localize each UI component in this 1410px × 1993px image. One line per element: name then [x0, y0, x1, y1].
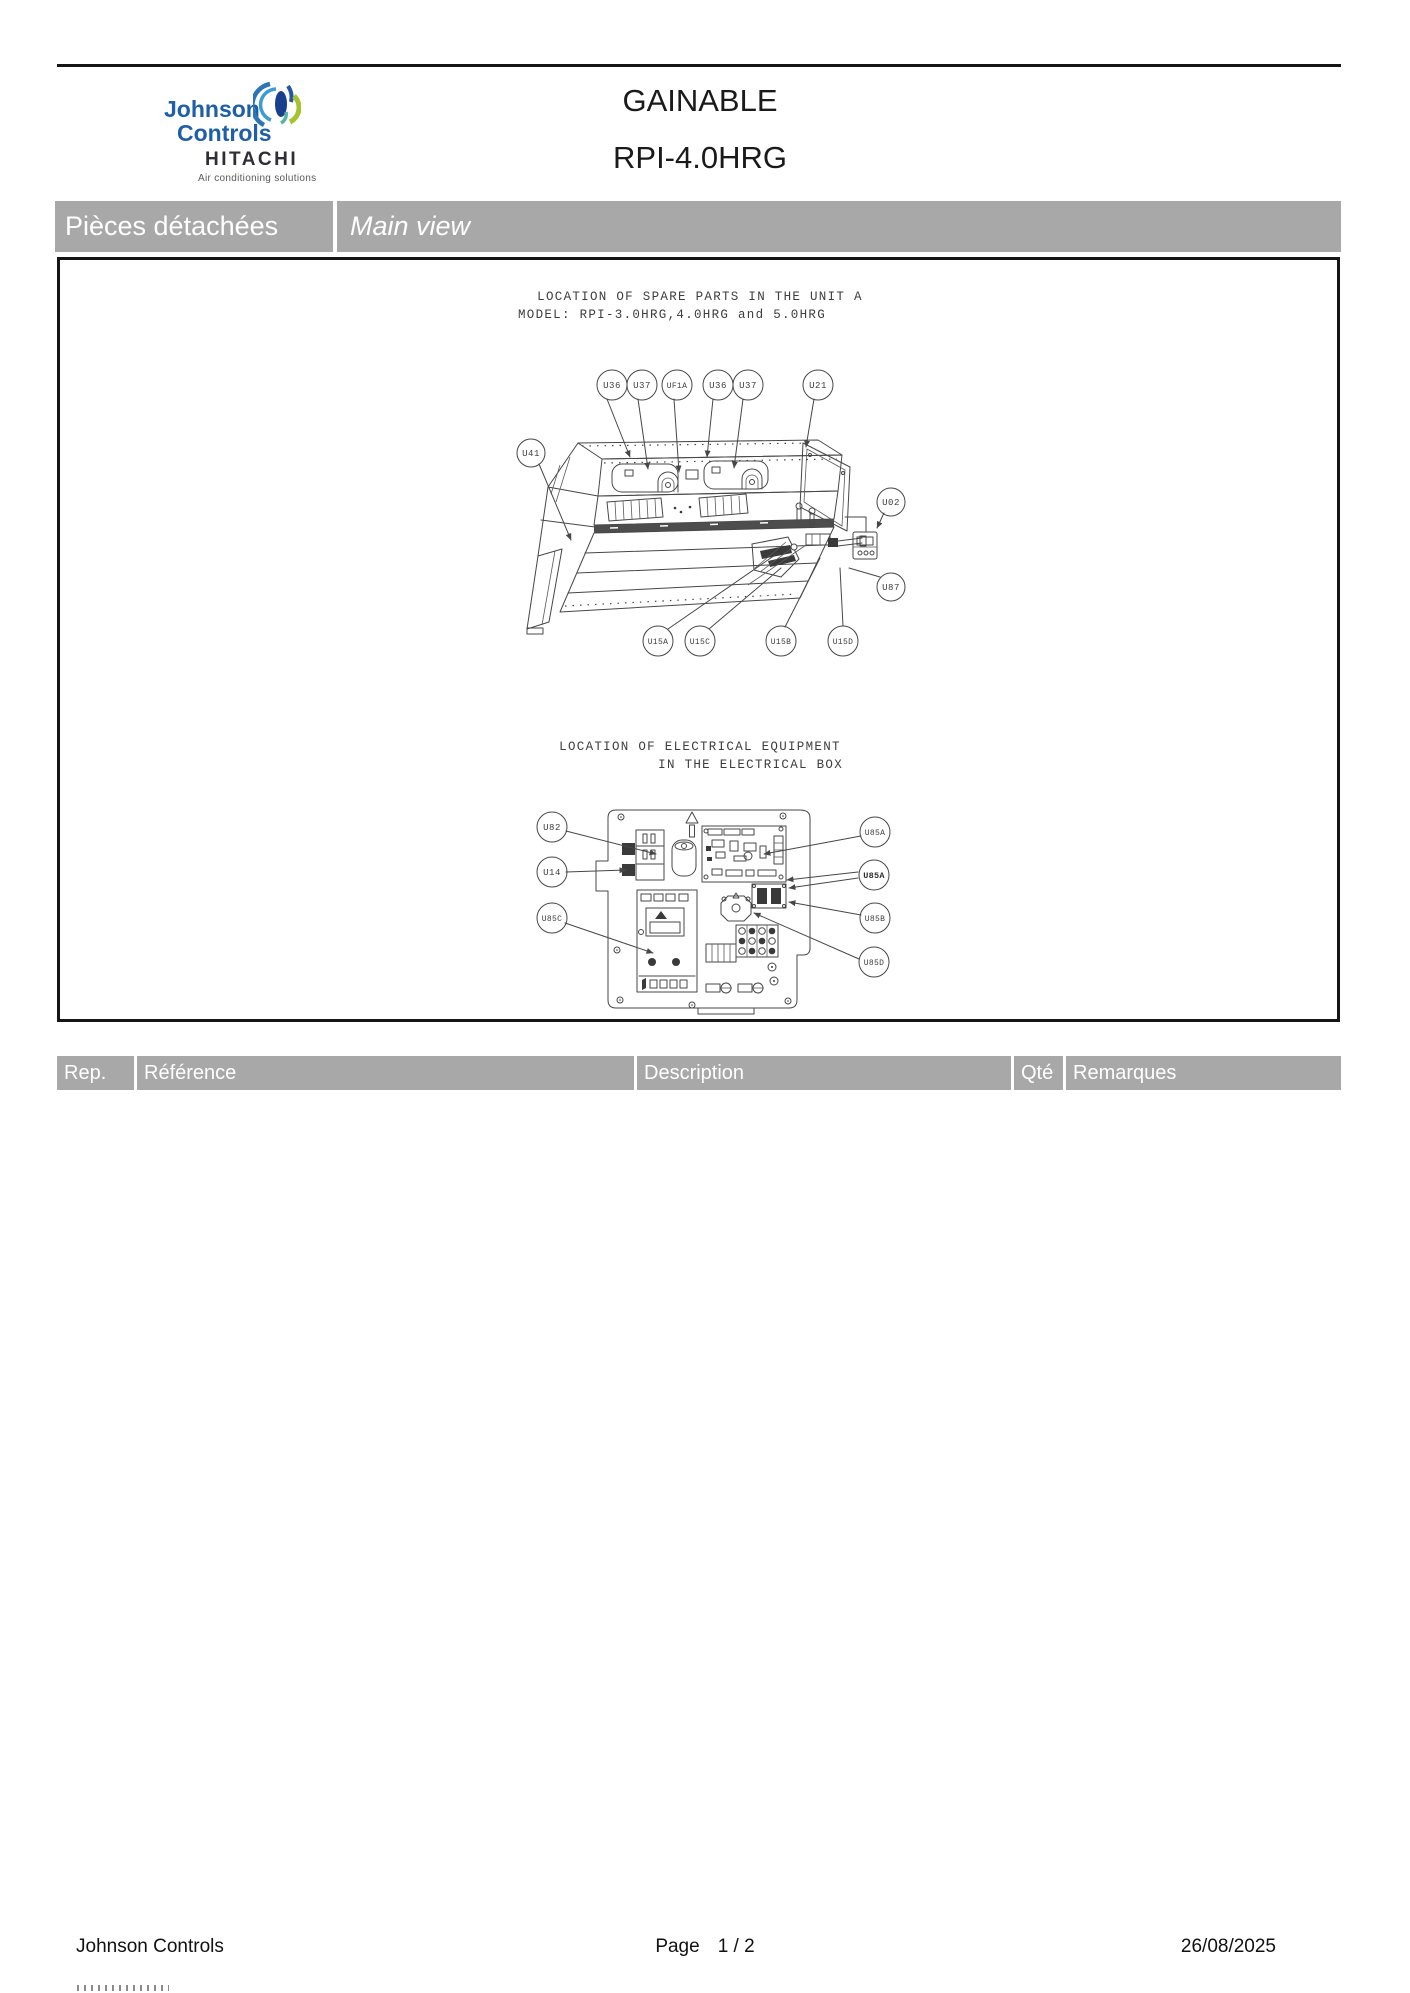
callout-u15d [828, 626, 858, 656]
diagram-frame [57, 257, 1340, 1022]
hitachi-tagline: Air conditioning solutions [198, 173, 317, 184]
transformer-drawing [622, 830, 664, 880]
section-bar-left-label: Pièces détachées [65, 211, 279, 241]
page-subtitle: RPI-4.0HRG [613, 140, 787, 175]
callout-u21 [803, 370, 833, 400]
callout-u85b [860, 903, 890, 933]
electrical-leader-lines [565, 831, 861, 959]
footer-page-label: Page [655, 1936, 700, 1957]
callout-u36-1 [597, 370, 627, 400]
svg-text:UF1A: UF1A [666, 382, 688, 391]
svg-text:U37: U37 [633, 381, 651, 391]
column-header-remarks: Remarques [1066, 1056, 1341, 1090]
callout-u41 [517, 439, 545, 467]
svg-text:U85A: U85A [863, 871, 885, 881]
technical-drawing [60, 260, 1337, 1019]
svg-text:U85A: U85A [864, 829, 886, 838]
svg-text:U87: U87 [882, 583, 900, 593]
footer-page-value: 1 / 2 [717, 1936, 755, 1957]
callout-u87 [877, 573, 905, 601]
svg-text:U15A: U15A [647, 638, 669, 647]
brand-name-line1: Johnson [164, 96, 260, 122]
section-bar-divider [333, 201, 337, 252]
column-header-qty: Qté [1014, 1056, 1063, 1090]
unit-leader-lines [539, 399, 884, 629]
svg-text:U85D: U85D [863, 959, 885, 968]
unit-diagram [517, 290, 905, 656]
parts-table-header [57, 1056, 1341, 1090]
svg-text:U37: U37 [739, 381, 757, 391]
callout-u85d [859, 947, 889, 977]
header-rule [57, 64, 1341, 67]
section-bar-right-label: Main view [350, 211, 471, 241]
callout-u85a-2 [859, 860, 889, 890]
callout-u15b [766, 626, 796, 656]
column-header-reference: Référence [137, 1056, 634, 1090]
svg-text:U36: U36 [603, 381, 621, 391]
capacitor-drawing [721, 893, 751, 921]
hitachi-logo: HITACHI [205, 149, 299, 170]
callout-u15c [685, 626, 715, 656]
callout-u37-1 [627, 370, 657, 400]
svg-text:U82: U82 [543, 823, 561, 833]
svg-text:U14: U14 [543, 868, 561, 878]
electrical-title-line1: LOCATION OF ELECTRICAL EQUIPMENT [559, 740, 841, 754]
unit-title-line2: MODEL: RPI-3.0HRG,4.0HRG and 5.0HRG [517, 308, 827, 322]
svg-text:U41: U41 [522, 449, 540, 459]
callout-u85a-1 [860, 817, 890, 847]
pcb-drawing [702, 826, 786, 882]
footer-company: Johnson Controls [76, 1936, 224, 1957]
callout-u82 [537, 812, 567, 842]
svg-text:U85C: U85C [541, 915, 563, 924]
svg-text:U21: U21 [809, 381, 827, 391]
relay-drawing [752, 884, 786, 908]
electrical-box-diagram [537, 740, 890, 1014]
svg-text:U85B: U85B [864, 915, 886, 924]
callout-u85c [537, 903, 567, 933]
callout-u14 [537, 857, 567, 887]
footer-page-indicator [560, 1936, 850, 1958]
page-title: GAINABLE [622, 83, 778, 118]
callout-uf1a [662, 370, 692, 400]
terminal-block-drawing [736, 925, 778, 957]
brand-name-line2: Controls [177, 120, 272, 146]
svg-text:U02: U02 [882, 498, 900, 508]
svg-text:U36: U36 [709, 381, 727, 391]
column-header-rep: Rep. [57, 1056, 134, 1090]
svg-text:U15B: U15B [770, 638, 792, 647]
column-header-description: Description [637, 1056, 1011, 1090]
unit-title-line1: LOCATION OF SPARE PARTS IN THE UNIT A [537, 290, 863, 304]
callout-u02 [877, 488, 905, 516]
electrical-panel-drawing [596, 810, 810, 1014]
electrical-title-line2: IN THE ELECTRICAL BOX [658, 758, 843, 772]
svg-text:U15C: U15C [689, 638, 711, 647]
footer-date: 26/08/2025 [1180, 1936, 1276, 1957]
section-bar [55, 201, 1341, 252]
unit-body-drawing [527, 440, 877, 634]
svg-text:U15D: U15D [832, 638, 854, 647]
callout-u37-2 [733, 370, 763, 400]
callout-u15a [643, 626, 673, 656]
callout-u36-2 [703, 370, 733, 400]
footer-cutoff-text [77, 1985, 169, 1991]
inverter-box-drawing [637, 890, 697, 992]
johnson-controls-swirl-icon [253, 80, 301, 130]
